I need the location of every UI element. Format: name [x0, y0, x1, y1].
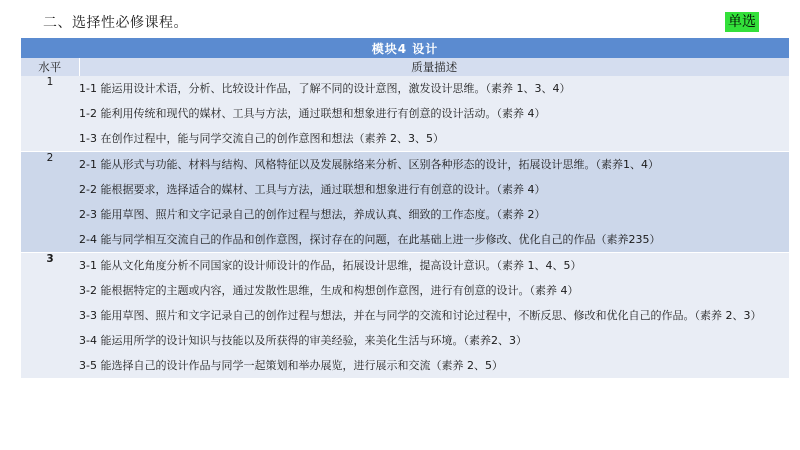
quality-item: 2-2 能根据要求，选择适合的媒材、工具与方法，通过联想和想象进行有创意的设计。（素养 4）: [79, 183, 546, 196]
quality-item: 2-1 能从形式与功能、材料与结构、风格特征以及发展脉络来分析、区别各种形态的设计，拓展设计思维。（素养1、4）: [79, 158, 659, 171]
level-items: [79, 253, 789, 379]
quality-item: 3-4 能运用所学的设计知识与技能以及所获得的审美经验，来美化生活与环境。（素养2、3）: [79, 334, 527, 347]
quality-item: 1-1 能运用设计术语，分析、比较设计作品，了解不同的设计意图，激发设计思维。（素养 1、3、4）: [79, 82, 571, 95]
page-heading: 二、选择性必修课程。: [43, 15, 188, 31]
quality-item: 3-3 能用草图、照片和文字记录自己的创作过程与想法，并在与同学的交流和讨论过程中，不断反思、修改和优化自己的作品。（素养 2、3）: [79, 309, 762, 322]
col-header-level: 水平: [21, 58, 79, 76]
quality-item: 3-2 能根据特定的主题或内容，通过发散性思维，生成和构想创作意图，进行有创意的设计。（素养 4）: [79, 284, 579, 297]
col-header-desc: 质量描述: [79, 58, 789, 76]
quality-item: 3-5 能选择自己的设计作品与同学一起策划和举办展览，进行展示和交流（素养 2、5）: [79, 359, 503, 372]
quality-item: 3-1 能从文化角度分析不同国家的设计师设计的作品，拓展设计思维，提高设计意识。（素养 1、4、5）: [79, 259, 582, 272]
level-number: 2: [21, 152, 79, 253]
level-items: [79, 76, 789, 152]
quality-item: 2-4 能与同学相互交流自己的作品和创作意图，探讨存在的问题，在此基础上进一步修改、优化自己的作品（素养235）: [79, 233, 661, 246]
level-number: 3: [21, 253, 79, 379]
quality-item: 1-2 能利用传统和现代的媒材、工具与方法，通过联想和想象进行有创意的设计活动。（素养 4）: [79, 107, 546, 120]
level-items: [79, 152, 789, 253]
table-row-level-1: [21, 76, 789, 152]
quality-item: 2-3 能用草图、照片和文字记录自己的创作过程与想法，养成认真、细致的工作态度。（素养 2）: [79, 208, 546, 221]
table-row-level-3: [21, 253, 789, 379]
level-number: 1: [21, 76, 79, 152]
module-title: 模块4 设计: [21, 38, 789, 58]
single-choice-tag: 单选: [725, 12, 759, 32]
table-row-level-2: [21, 152, 789, 253]
quality-table: [21, 38, 789, 378]
quality-item: 1-3 在创作过程中，能与同学交流自己的创作意图和想法（素养 2、3、5）: [79, 132, 444, 145]
